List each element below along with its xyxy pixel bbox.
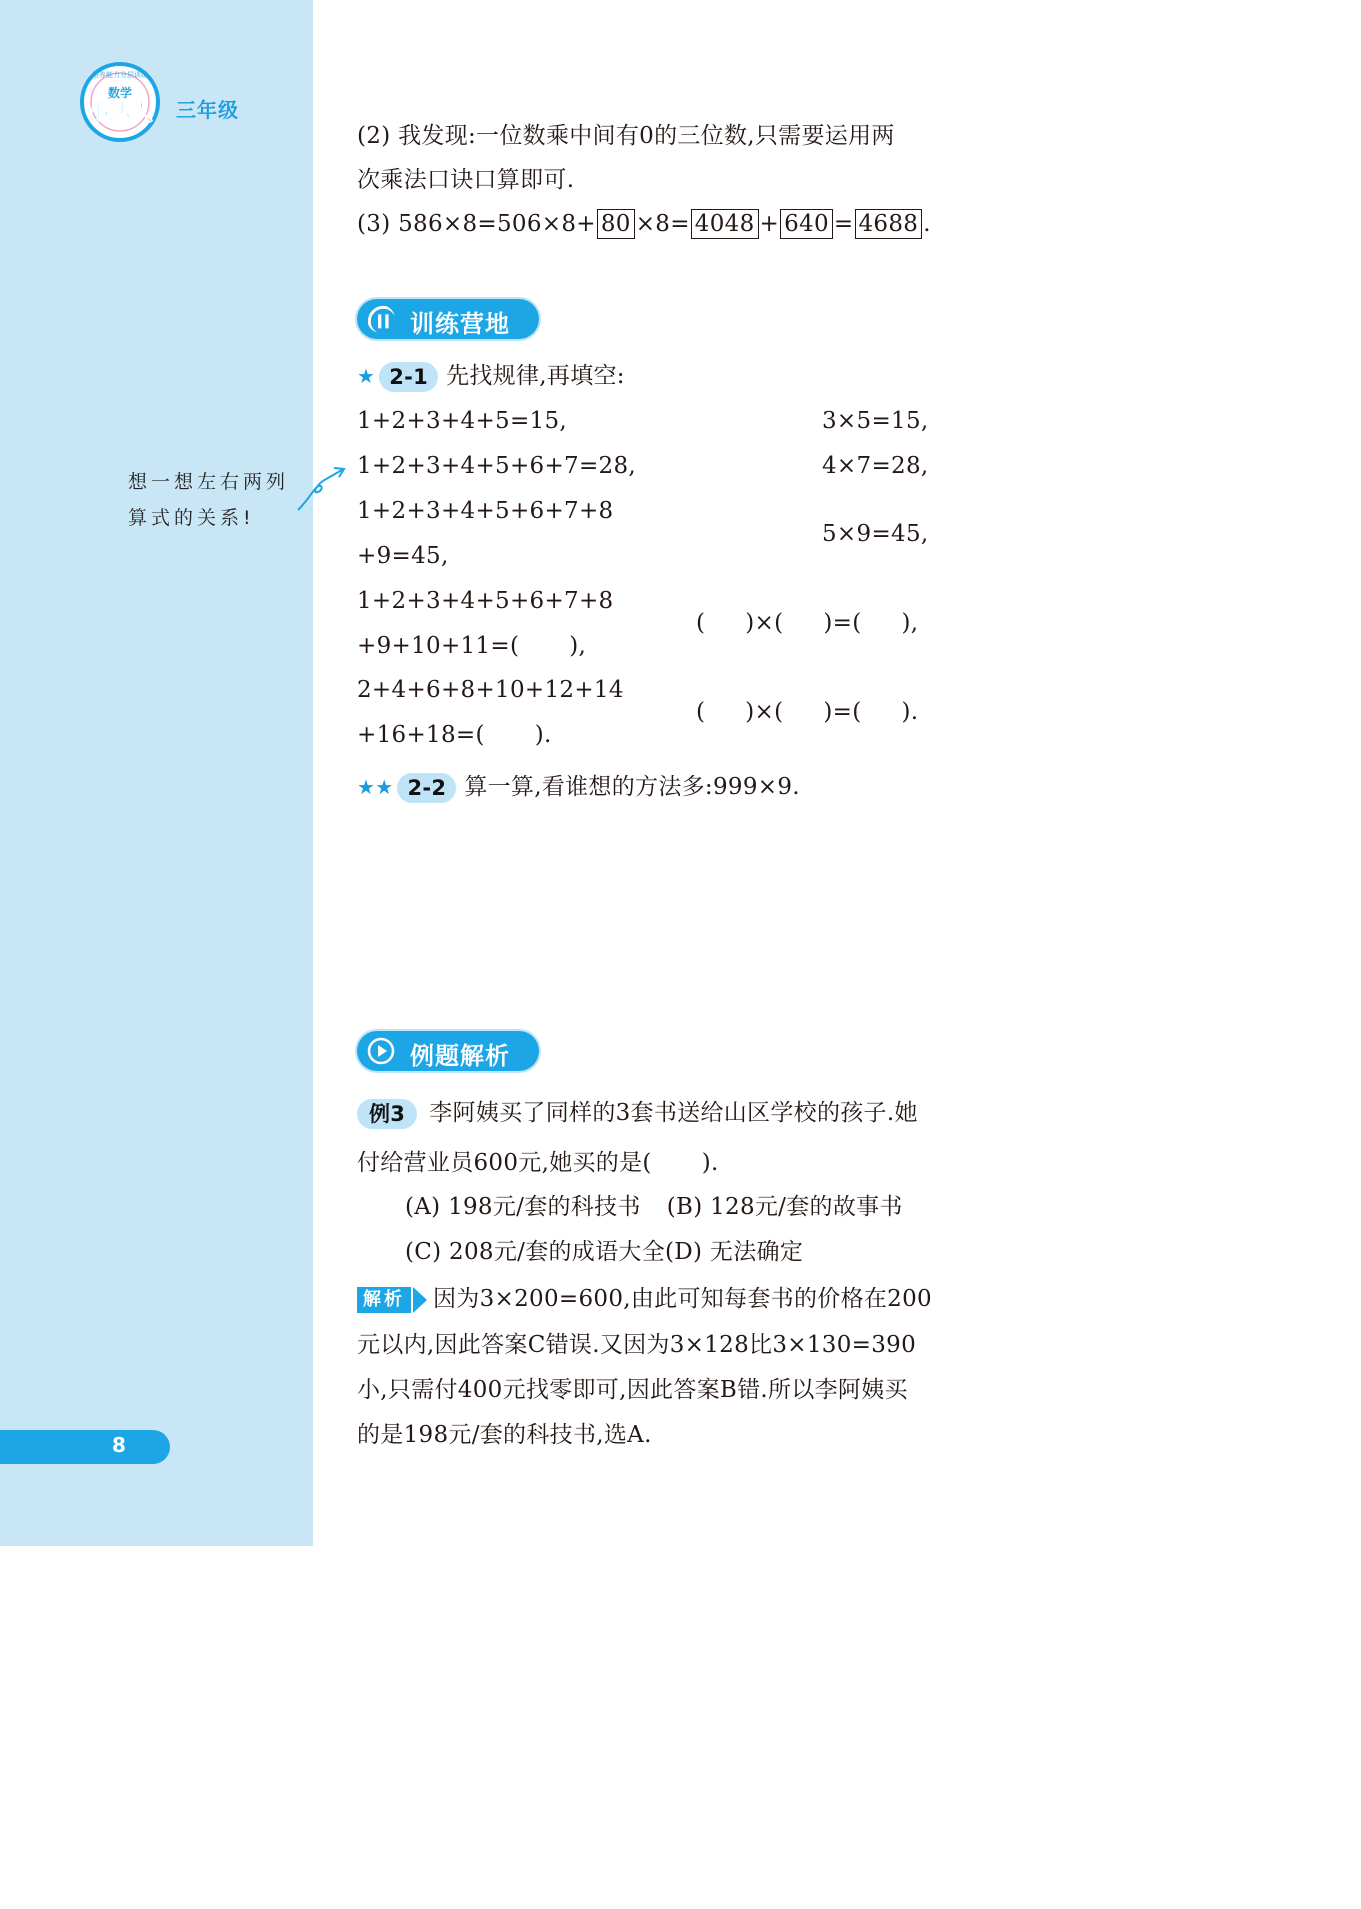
example-tag: 例3 [357,1099,417,1129]
example-text: 李阿姨买了同样的3套书送给山区学校的孩子.她 [429,1100,918,1126]
expr-text: +9+10+11=( [357,633,520,659]
option-a: (A) 198元/套的科技书 [405,1194,641,1220]
expr-text: )=( [823,699,862,725]
expr-text: ( [696,610,706,636]
expr-text: ). [534,722,552,748]
grade-label: 三年级 [176,98,239,122]
question-text: 先找规律,再填空: [446,363,625,389]
expr-text: ( [696,699,706,725]
logo [74,62,170,142]
question-text: 算一算,看谁想的方法多:999×9. [464,774,800,800]
equation-text: (3) 586×8=506×8+ [357,211,596,237]
side-note-line: 想一想左右两列 [128,471,290,493]
example-line [357,1094,918,1129]
example-text: ). [701,1150,719,1176]
left-expr: 1+2+3+4+5+6+7+8 [357,588,614,614]
example-text: 付给营业员600元,她买的是( [357,1150,652,1176]
option-d: (D) 无法确定 [665,1239,804,1265]
right-expr: 4×7=28, [822,453,929,479]
left-expr: 1+2+3+4+5+6+7+8 [357,498,614,524]
curl-arrow-icon [294,462,350,514]
logo-ring-text: 培养能力分层训练 [92,71,148,79]
option-row [405,1188,903,1221]
expr-text: )×( [745,610,784,636]
expr-text: )×( [745,699,784,725]
right-blank-expr [696,699,918,725]
analysis-text: 因为3×200=600,由此可知每套书的价格在200 [433,1286,932,1312]
section-header-training [357,299,539,339]
side-note-line: 算式的关系! [128,507,255,529]
option-b: (B) 128元/套的故事书 [666,1194,903,1220]
star-icon: ★ [357,364,376,388]
expr-text: )=( [823,610,862,636]
page-number-tab [0,1430,170,1464]
play-icon [367,1037,395,1065]
section-header-example [357,1031,539,1071]
answer-box: 4048 [691,209,759,239]
left-expr: 2+4+6+8+10+12+14 [357,677,624,703]
right-blank-expr [696,610,918,636]
left-expr: 1+2+3+4+5=15, [357,408,568,434]
example-line [357,1144,719,1177]
page-number: 8 [112,1433,126,1457]
analysis-tag: 解析 [357,1287,411,1313]
analysis-line: 小,只需付400元找零即可,因此答案B错.所以李阿姨买 [357,1377,908,1403]
expr-text: +16+18=( [357,722,485,748]
expr-text: ), [901,610,919,636]
left-expr: +9=45, [357,543,449,569]
logo-main-text: 小达人 [86,101,154,126]
left-expr [357,633,586,659]
section-title: 例题解析 [410,1042,510,1070]
equation-text: ×8= [635,211,690,237]
equation-text: = [833,211,854,237]
pause-icon [367,305,395,333]
question-tag: 2-1 [379,362,438,392]
answer-box: 640 [780,209,833,239]
equation-text: + [759,211,780,237]
analysis-line: 的是198元/套的科技书,选A. [357,1422,652,1448]
equation-text: . [923,211,931,237]
left-expr: 1+2+3+4+5+6+7=28, [357,453,637,479]
side-note [128,464,318,536]
left-expr [357,722,552,748]
question-2-2 [357,768,800,803]
expr-text: ), [569,633,587,659]
option-row [405,1233,803,1266]
analysis-line: 元以内,因此答案C错误.又因为3×128比3×130=390 [357,1332,917,1358]
section-title: 训练营地 [410,310,510,338]
expr-text: ). [901,699,919,725]
intro-line: (2) 我发现:一位数乘中间有0的三位数,只需要运用两 [357,123,895,149]
right-expr: 5×9=45, [822,521,929,547]
sidebar [0,0,313,1546]
question-tag: 2-2 [397,773,456,803]
intro-line: 次乘法口诀口算即可. [357,167,575,193]
star-icon: ★★ [357,775,394,799]
analysis-line [357,1280,932,1313]
option-c: (C) 208元/套的成语大全 [405,1239,666,1265]
intro-equation [357,209,931,239]
question-2-1 [357,357,625,392]
answer-box: 80 [597,209,635,239]
right-expr: 3×5=15, [822,408,929,434]
logo-top-text: 数学 [107,86,133,100]
answer-box: 4688 [855,209,923,239]
